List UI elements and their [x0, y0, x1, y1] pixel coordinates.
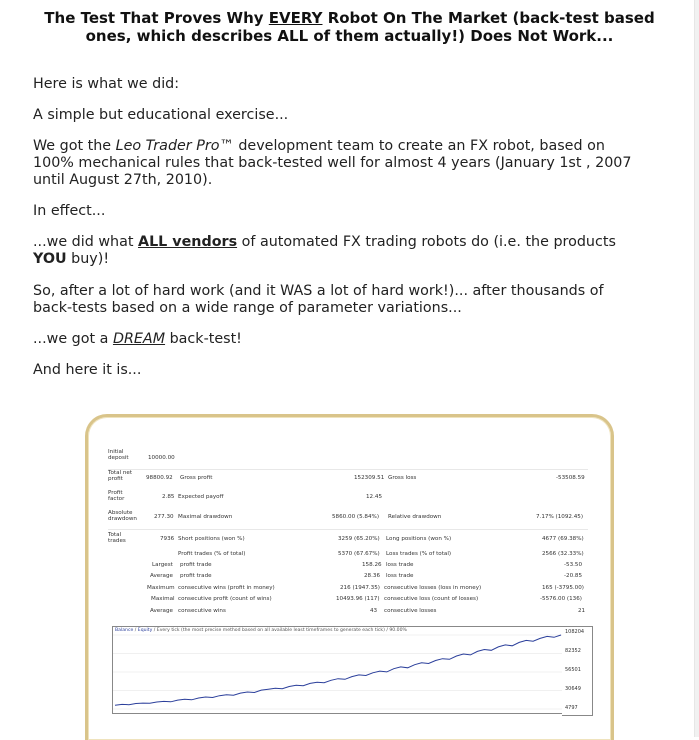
- paragraph: A simple but educational exercise...: [33, 107, 289, 123]
- report-row: Profit factor 2.85 Expected payoff 12.45: [108, 490, 383, 502]
- paragraph: Here is what we did:: [33, 76, 180, 92]
- report-row: Average consecutive wins 43 consecutive losses 21: [150, 608, 586, 614]
- paragraph: So, after a lot of hard work (and it WAS a lot of hard work!)... after thousands of: [33, 283, 604, 299]
- paragraph: In effect...: [33, 203, 106, 219]
- report-row: Largest profit trade 158.26 loss trade -53.50: [152, 562, 583, 568]
- report-row: Total trades 7936 Short positions (won %) 3259 (65.20%) Long positions (won %) 4677 (69.38%): [108, 532, 584, 544]
- balance-line-plot: [113, 627, 563, 713]
- paragraph: ...we got a DREAM back-test!: [33, 331, 242, 347]
- all-vendors-emphasis: ALL vendors: [138, 234, 238, 250]
- paragraph: We got the Leo Trader Pro™ development team to create an FX robot, based on: [33, 138, 605, 154]
- dream-emphasis: DREAM: [112, 331, 166, 347]
- report-row: Initial deposit 10000.00: [108, 449, 175, 461]
- paragraph: ...we did what ALL vendors of automated FX trading robots do (i.e. the products: [33, 234, 616, 250]
- report-row: Absolute drawdown 277.30 Maximal drawdown 5860.00 (5.84%) Relative drawdown 7.17% (1092.45): [108, 510, 584, 522]
- report-row: Profit trades (% of total) 5370 (67.67%) Loss trades (% of total) 2566 (32.33%): [178, 551, 584, 557]
- y-tick-label: 30649: [565, 686, 581, 692]
- report-row: Maximal consecutive profit (count of wins) 10493.96 (117) consecutive loss (count of losses) -5576.00 (136): [151, 596, 582, 602]
- balance-chart: [112, 626, 564, 714]
- chart-series-balance: Balance: [115, 628, 134, 633]
- paragraph: 100% mechanical rules that back-tested well for almost 4 years (January 1st , 2007: [33, 155, 632, 171]
- paragraph: back-tests based on a wide range of parameter variations...: [33, 300, 462, 316]
- paragraph: And here it is...: [33, 362, 142, 378]
- report-row: Average profit trade 28.36 loss trade -20.85: [150, 573, 583, 579]
- report-row: Maximum consecutive wins (profit in money) 216 (1947.35) consecutive losses (loss in money) 165 (-3795.00): [147, 585, 584, 591]
- page-title: The Test That Proves Why EVERY Robot On The Market (back-test based ones, which describes ALL of them actually!) Does Not Work...: [44, 9, 655, 45]
- chart-series-equity: Equity: [137, 628, 153, 633]
- y-tick-label: 108204: [565, 629, 585, 635]
- chart-y-axis: [562, 626, 593, 716]
- balance-series-line: [115, 635, 561, 705]
- y-tick-label: 56501: [565, 667, 581, 673]
- y-tick-label: 4797: [565, 705, 578, 711]
- y-tick-label: 82352: [565, 648, 581, 654]
- paragraph: until August 27th, 2010).: [33, 172, 213, 188]
- chart-caption: Balance / Equity / Every tick (the most precise method based on all available least timeframes to generate each tick) / 90.00%: [115, 628, 407, 633]
- page-scrollbar-edge: [694, 0, 699, 737]
- paragraph: YOU buy)!: [33, 251, 110, 267]
- report-row: Total net profit 98800.92 Gross profit 152309.51 Gross loss -53508.59: [108, 470, 585, 482]
